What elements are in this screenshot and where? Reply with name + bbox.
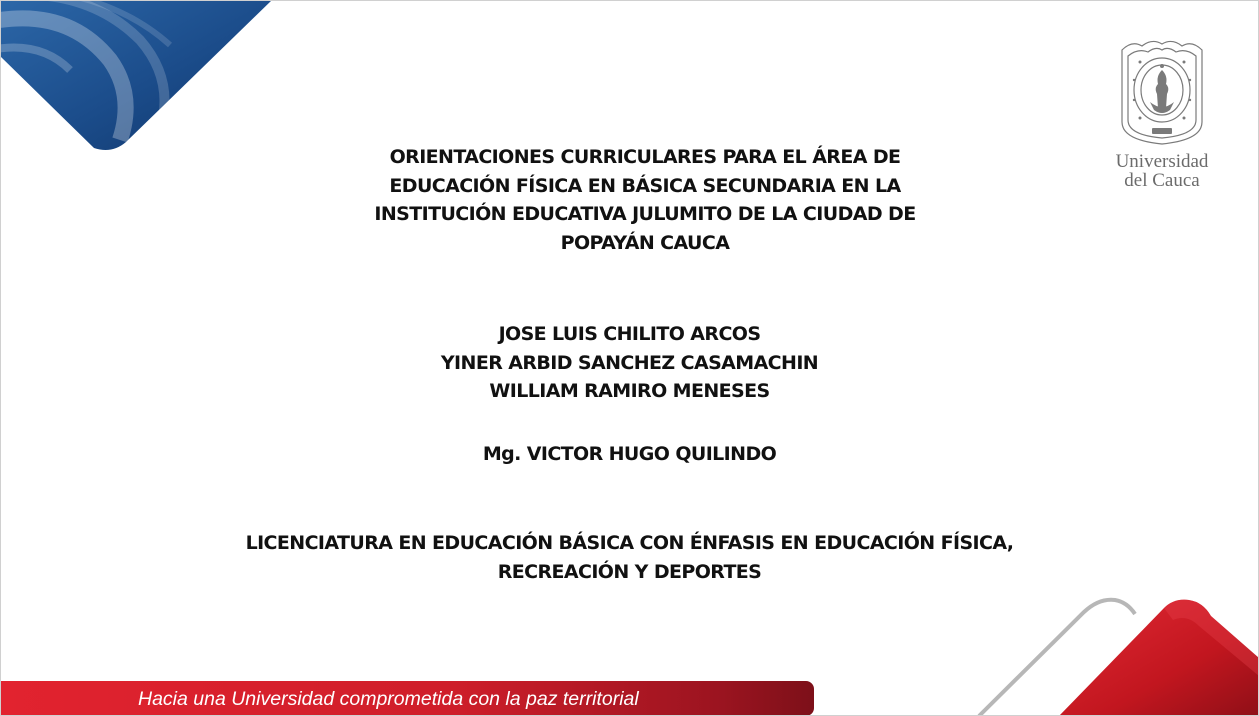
university-logo <box>1100 36 1224 190</box>
red-corner-decoration <box>959 586 1259 716</box>
authors-list <box>0 320 1259 406</box>
title-line: ORIENTACIONES CURRICULARES PARA EL ÁREA DE <box>389 146 901 168</box>
title-line: EDUCACIÓN FÍSICA EN BÁSICA SECUNDARIA EN LA <box>389 174 901 197</box>
blue-corner-decoration <box>0 0 280 160</box>
footer-slogan: Hacia una Universidad comprometida con la paz territorial <box>138 688 639 710</box>
author-name: WILLIAM RAMIRO MENESES <box>489 380 770 402</box>
author-name: JOSE LUIS CHILITO ARCOS <box>498 323 761 345</box>
title-line: POPAYÁN CAUCA <box>560 231 730 254</box>
program-line: RECREACIÓN Y DEPORTES <box>497 560 762 583</box>
university-name-line2: del Cauca <box>1124 170 1200 191</box>
degree-program <box>0 529 1259 586</box>
title-line: INSTITUCIÓN EDUCATIVA JULUMITO DE LA CIUDAD DE <box>374 203 916 225</box>
program-line: LICENCIATURA EN EDUCACIÓN BÁSICA CON ÉNFASIS EN EDUCACIÓN FÍSICA, <box>245 532 1014 554</box>
university-seal-icon <box>1112 36 1212 148</box>
author-name: YINER ARBID SANCHEZ CASAMACHIN <box>440 351 819 374</box>
thesis-title <box>360 143 930 257</box>
university-name-line1: Universidad <box>1115 151 1209 172</box>
advisor-name: Mg. VICTOR HUGO QUILINDO <box>482 443 777 465</box>
